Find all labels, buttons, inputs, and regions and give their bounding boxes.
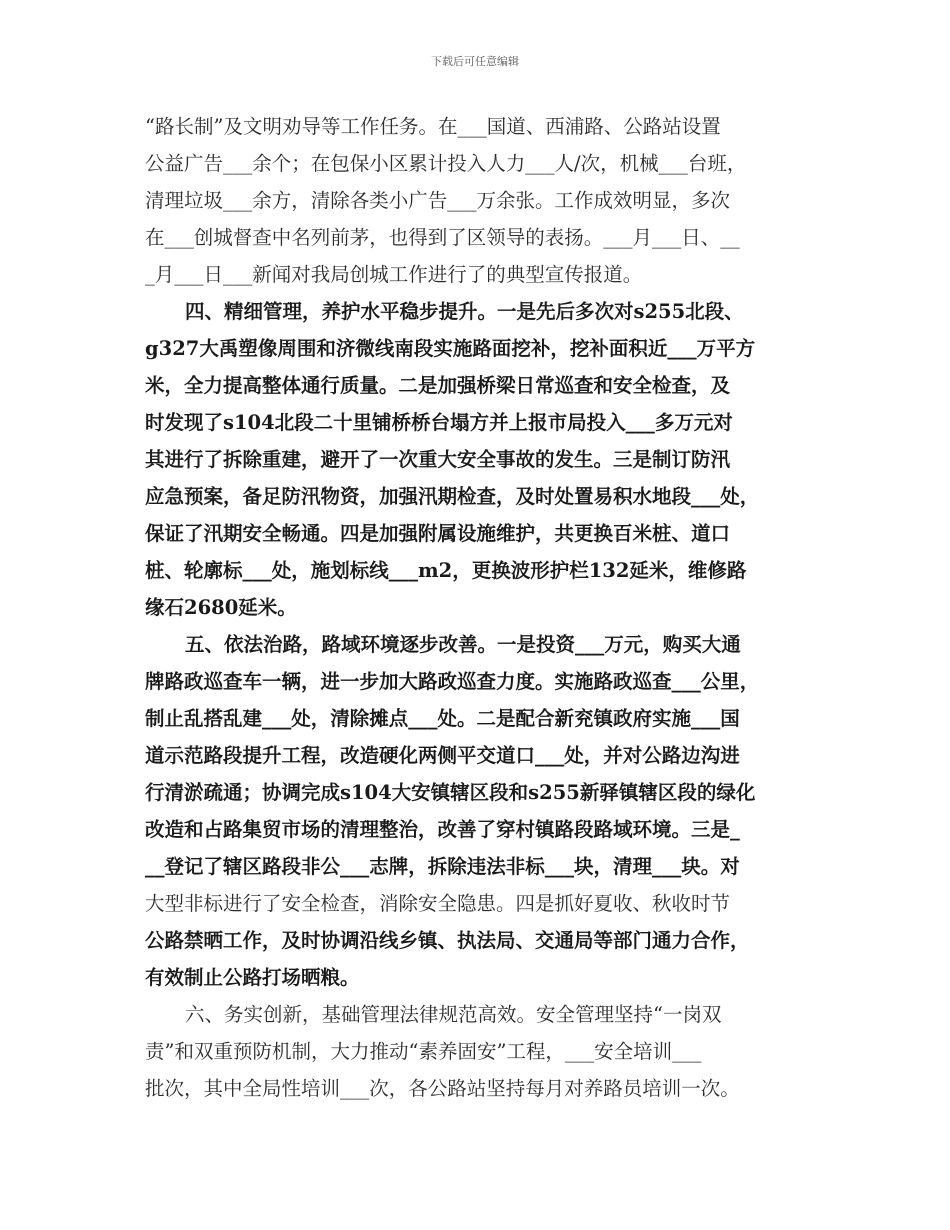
text-line: 改造和占路集贸市场的清理整治，改善了穿村镇路段路域环境。三是_ [145, 818, 740, 841]
text-line: 公益广告___余个；在包保小区累计投入人力___人/次，机械___台班， [145, 152, 747, 175]
text-line: 批次，其中全局性培训___次，各公路站坚持每月对养路员培训一次。 [145, 1077, 740, 1100]
text-line: 时发现了s104北段二十里铺桥桥台塌方并上报市局投入___多万元对 [145, 411, 733, 434]
text-line: 大型非标进行了安全检查，消除安全隐患。四是抓好夏收、秋收时节 [145, 892, 731, 915]
text-line: 保证了汛期安全畅通。四是加强附属设施维护，共更换百米桩、道口 [145, 522, 731, 545]
text-line: 公路禁晒工作，及时协调沿线乡镇、执法局、交通局等部门通力合作， [145, 929, 750, 952]
text-line: _月___日___新闻对我局创城工作进行了的典型宣传报道。 [145, 263, 643, 286]
text-line: 在___创城督查中名列前茅，也得到了区领导的表扬。___月___日、__ [145, 226, 740, 249]
document-body [145, 108, 813, 1107]
text-line: g327大禹塑像周围和济微线南段实施路面挖补，挖补面积近___万平方 [145, 337, 756, 360]
text-line: 牌路政巡查车一辆，进一步加大路政巡查力度。实施路政巡查___公里， [145, 670, 760, 693]
section-four-heading: 四、精细管理，养护水平稳步提升。一是先后多次对s255北段、 [185, 300, 744, 323]
text-line: 道示范路段提升工程，改造硬化两侧平交道口___处，并对公路边沟进 [145, 744, 740, 767]
text-line: __登记了辖区路段非公___志牌，拆除违法非标___块，清理___块。对 [145, 855, 740, 878]
text-line: 其进行了拆除重建，避开了一次重大安全事故的发生。三是制订防汛 [145, 448, 731, 471]
text-line: 应急预案，备足防汛物资，加强汛期检查，及时处置易积水地段___处， [145, 485, 760, 508]
text-line: 行清淤疏通；协调完成s104大安镇辖区段和s255新驿镇辖区段的绿化 [145, 781, 756, 804]
section-six-heading: 六、务实创新，基础管理法律规范高效。安全管理坚持“一岗双 [185, 1003, 722, 1026]
text-line: 有效制止公路打场晒粮。 [145, 966, 360, 989]
text-line: 桩、轮廓标___处，施划标线___m2，更换波形护栏132延米，维修路 [145, 559, 747, 582]
text-line: 责”和双重预防机制，大力推动“素养固安”工程，___安全培训___ [145, 1040, 702, 1063]
text-line: “路长制”及文明劝导等工作任务。在___国道、西浦路、公路站设置 [145, 115, 721, 138]
text-line: 缘石2680延米。 [145, 596, 297, 619]
section-five-heading: 五、依法治路，路域环境逐步改善。一是投资___万元，购买大通 [185, 633, 741, 656]
text-line: 制止乱搭乱建___处，清除摊点___处。二是配合新兖镇政府实施___国 [145, 707, 740, 730]
page-header: 下载后可任意编辑 [431, 55, 519, 68]
text-line: 清理垃圾___余方，清除各类小广告___万余张。工作成效明显，多次 [145, 189, 731, 212]
text-line: 米，全力提高整体通行质量。二是加强桥梁日常巡查和安全检查，及 [145, 374, 731, 397]
